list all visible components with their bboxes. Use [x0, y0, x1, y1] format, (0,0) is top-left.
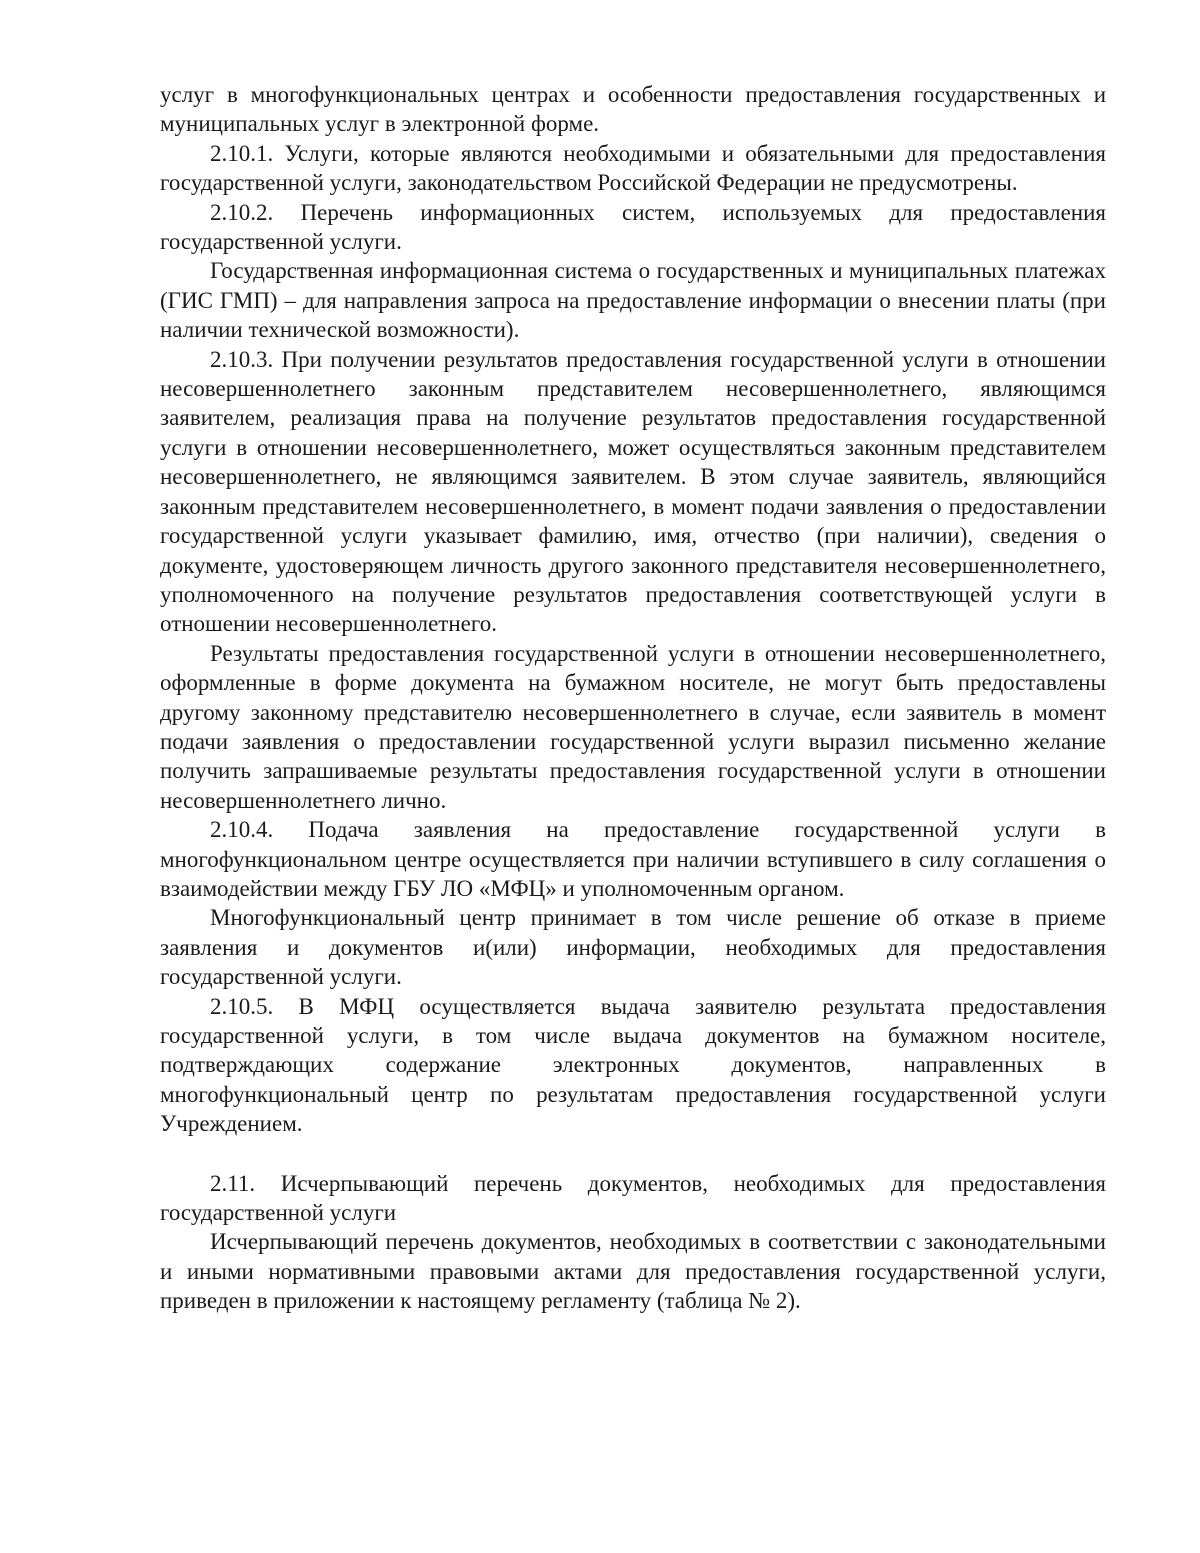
paragraph-2-10-3: 2.10.3. При получении результатов предоставления государственной услуги в отношении несовершеннолетнего законным представителем несовершеннолетнего, являющимся заявителем, реализация права на получение результатов предоставления государственной услуги в отношении несовершеннолетнего, может осуществляться законным представителем несовершеннолетнего, не являющимся заявителем. В этом случае заявитель, являющийся законным представителем несовершеннолетнего, в момент подачи заявления о предоставлении государственной услуги указывает фамилию, имя, отчество (при наличии), сведения о документе, удостоверяющем личность другого законного представителя несовершеннолетнего, уполномоченного на получение результатов предоставления соответствующей услуги в отношении несовершеннолетнего. — [160, 346, 1106, 637]
paragraph-2-10-4: 2.10.4. Подача заявления на предоставление государственной услуги в многофункциональном центре осуществляется при наличии вступившего в силу соглашения о взаимодействии между ГБУ ЛО «МФЦ» и уполномоченным органом. — [160, 817, 1106, 901]
paragraph-gis-gmp: Государственная информационная система о государственных и муниципальных платежах (ГИС ГМП) – для направления запроса на предоставление информации о внесении платы (при наличии технической возможности). — [160, 258, 1106, 343]
paragraph-results-minor: Результаты предоставления государственной услуги в отношении несовершеннолетнего, оформленные в форме документа на бумажном носителе, не могут быть предоставлены другому законному представителю несовершеннолетнего в случае, если заявитель в момент подачи заявления о предоставлении государственной услуги выразил письменно желание получить запрашиваемые результаты предоставления государственной услуги в отношении несовершеннолетнего лично. — [160, 640, 1106, 813]
paragraph-documents-list: Исчерпывающий перечень документов, необходимых в соответствии с законодательными и иными нормативными правовыми актами для предоставления государственной услуги, приведен в приложении к настоящему регламенту (таблица № 2). — [160, 1229, 1106, 1314]
paragraph-mfc-refusal: Многофункциональный центр принимает в том числе решение об отказе в приеме заявления и документов и(или) информации, необходимых для предоставления государственной услуги. — [160, 905, 1106, 990]
paragraph-2-10-1: 2.10.1. Услуги, которые являются необходимыми и обязательными для предоставления государственной услуги, законодательством Российской Федерации не предусмотрены. — [160, 140, 1106, 196]
section-heading-2-11: 2.11. Исчерпывающий перечень документов, необходимых для предоставления государственной услуги — [160, 1170, 1106, 1226]
document-page — [160, 80, 1106, 1316]
paragraph-continuation: услуг в многофункциональных центрах и особенности предоставления государственных и муниципальных услуг в электронной форме. — [160, 82, 1106, 137]
paragraph-2-10-2: 2.10.2. Перечень информационных систем, используемых для предоставления государственной услуги. — [160, 199, 1106, 255]
paragraph-2-10-5: 2.10.5. В МФЦ осуществляется выдача заявителю результата предоставления государственной услуги, в том числе выдача документов на бумажном носителе, подтверждающих содержание электронных документов, направленных в многофункциональный центр по результатам предоставления государственной услуги Учреждением. — [160, 993, 1106, 1137]
